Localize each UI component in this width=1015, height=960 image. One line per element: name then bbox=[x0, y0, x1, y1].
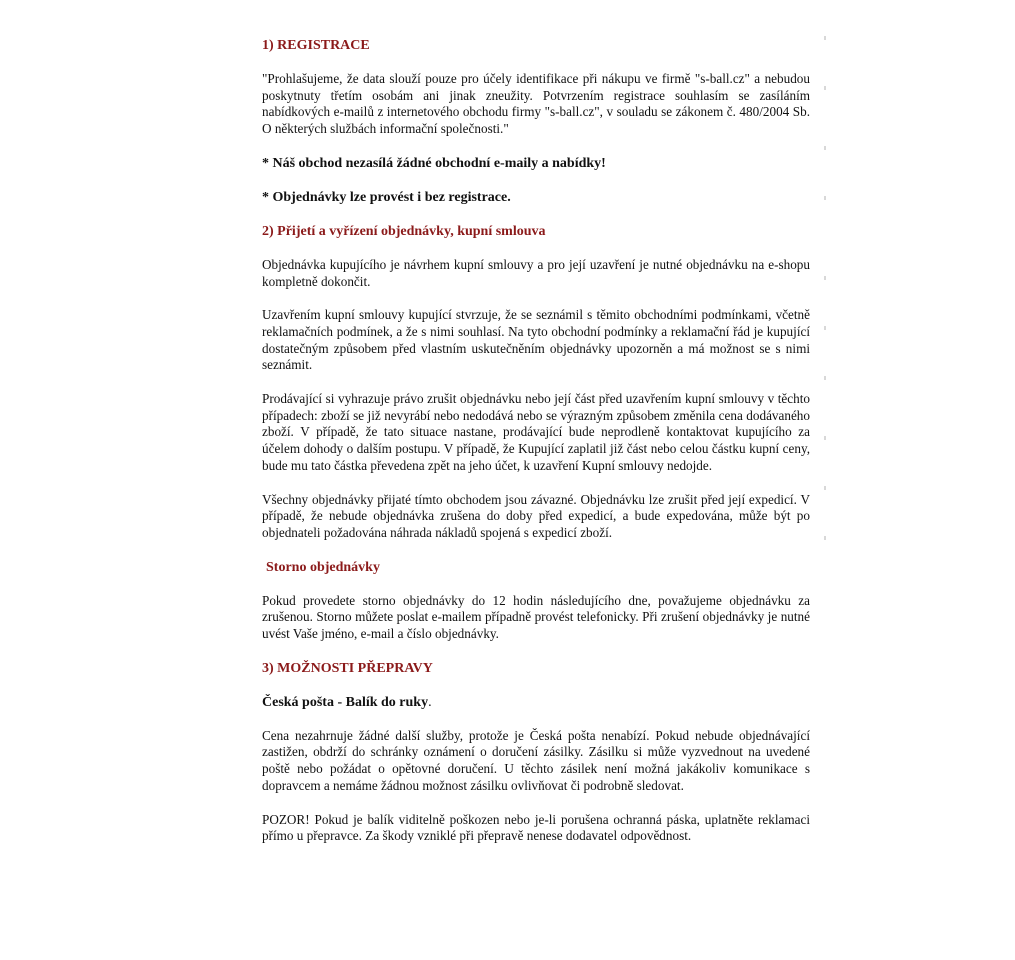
edge-mark bbox=[824, 36, 826, 40]
registrace-note-no-registration: * Objednávky lze provést i bez registrace. bbox=[262, 189, 511, 205]
section-heading-storno: Storno objednávky bbox=[266, 559, 380, 575]
edge-mark bbox=[824, 326, 826, 330]
edge-mark bbox=[824, 276, 826, 280]
edge-mark bbox=[824, 86, 826, 90]
edge-mark bbox=[824, 196, 826, 200]
preprava-subheading-period: . bbox=[428, 694, 432, 710]
section-heading-registrace: 1) REGISTRACE bbox=[262, 38, 370, 53]
section-heading-preprava: 3) MOŽNOSTI PŘEPRAVY bbox=[262, 660, 433, 676]
section-heading-objednavky: 2) Přijetí a vyřízení objednávky, kupní smlouva bbox=[262, 223, 546, 239]
preprava-subheading bbox=[262, 694, 810, 711]
objednavky-paragraph-2: Uzavřením kupní smlouvy kupující stvrzuje, že se seznámil s těmito obchodními podmínkami, včetně reklamačních podmínek, a že s nimi souhlasí. Na tyto obchodní podmínky a reklamační řád je kupující dostatečným způsobem před vlastním uskutečněním objednávky upozorněn a má možnost se s nimi seznámit. bbox=[262, 307, 810, 373]
preprava-paragraph-2: POZOR! Pokud je balík viditelně poškozen nebo je-li porušena ochranná páska, uplatněte reklamaci přímo u přepravce. Za škody vzniklé při přepravě nenese dodavatel odpovědnost. bbox=[262, 811, 810, 844]
preprava-paragraph-1: Cena nezahrnuje žádné další služby, protože je Česká pošta nenabízí. Pokud nebude objednávající zastižen, obdrží do schránky oznámení o doručení zásilky. Zásilku si může vyzvednout na uvedené poště nebo požádat o opětovné doručení. U těchto zásilek není možná jakákoliv komunikace s dopravcem a nemáme žádnou možnost zásilku ovlivňovat či podrobně sledovat. bbox=[262, 727, 810, 793]
edge-mark bbox=[824, 436, 826, 440]
registrace-note-no-emails: * Náš obchod nezasílá žádné obchodní e-maily a nabídky! bbox=[262, 155, 606, 171]
objednavky-paragraph-1: Objednávka kupujícího je návrhem kupní smlouvy a pro její uzavření je nutné objednávku na e-shopu kompletně dokončit. bbox=[262, 256, 810, 289]
edge-mark bbox=[824, 146, 826, 150]
registrace-paragraph: "Prohlašujeme, že data slouží pouze pro účely identifikace při nákupu ve firmě "s-ball.cz" a nebudou poskytnuty třetím osobám ani jinak zneužity. Potvrzením registrace souhlasím se zasíláním nabídkových e-mailů z internetového obchodu firmy "s-ball.cz", v souladu se zákonem č. 480/2004 Sb. O některých službách informační společnosti." bbox=[262, 71, 810, 137]
page-edge-artifacts bbox=[824, 30, 830, 590]
edge-mark bbox=[824, 376, 826, 380]
edge-mark bbox=[824, 486, 826, 490]
document-body bbox=[262, 36, 810, 845]
edge-mark bbox=[824, 536, 826, 540]
storno-paragraph: Pokud provedete storno objednávky do 12 hodin následujícího dne, považujeme objednávku za zrušenou. Storno můžete poslat e-mailem případně provést telefonicky. Při zrušení objednávky je nutné uvést Vaše jméno, e-mail a číslo objednávky. bbox=[262, 592, 810, 642]
preprava-subheading-text: Česká pošta - Balík do ruky bbox=[262, 694, 429, 710]
objednavky-paragraph-4: Všechny objednávky přijaté tímto obchodem jsou závazné. Objednávku lze zrušit před její expedicí. V případě, že nebude objednávka zrušena do doby před expedicí, a bude expedována, může být po objednateli požadována náhrada nákladů spojená s expedicí zboží. bbox=[262, 491, 810, 540]
objednavky-paragraph-3: Prodávající si vyhrazuje právo zrušit objednávku nebo její část před uzavřením kupní smlouvy v těchto případech: zboží se již nevyrábí nebo nedodává nebo se výrazným způsobem změnila cena dodávaného zboží. V případě, že tato situace nastane, prodávající bude neprodleně kontaktovat kupujícího za účelem dohody o dalším postupu. V případě, že Kupující zaplatil již část nebo celou částku kupní ceny, bude mu tato částka převedena zpět na jeho účet, k uzavření Kupní smlouvy nedojde. bbox=[262, 391, 810, 473]
